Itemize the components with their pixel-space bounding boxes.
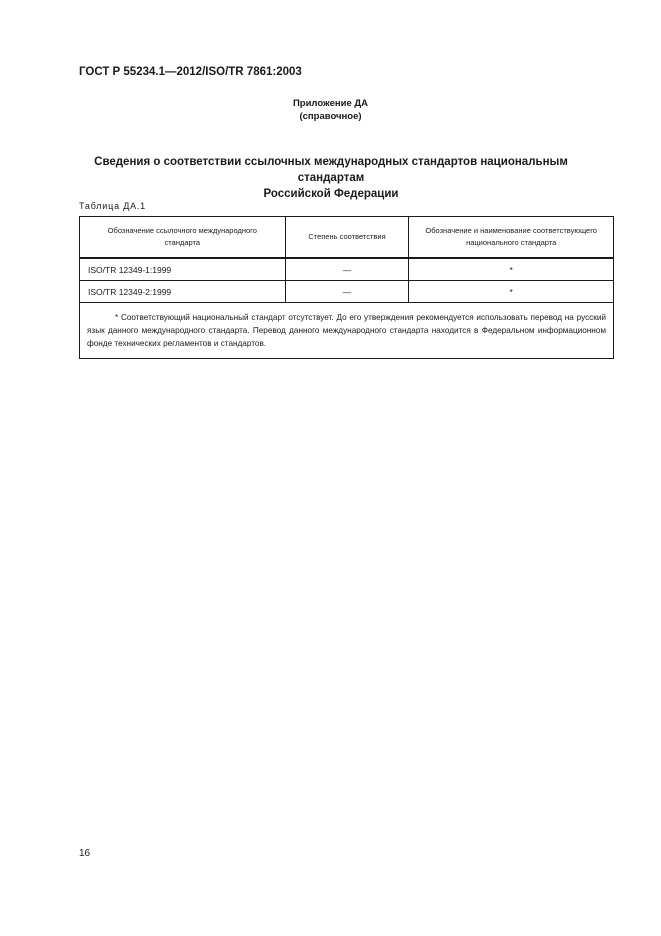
cell-national: * (409, 281, 614, 303)
cell-reference: ISO/TR 12349-1:1999 (80, 258, 286, 281)
column-header-degree: Степень соответствия (285, 217, 409, 259)
table-header-row (80, 217, 614, 259)
cell-degree: — (285, 258, 409, 281)
section-title-line-1: Сведения о соответствии ссылочных международных стандартов национальным стандартам (94, 156, 568, 184)
annex-heading (0, 97, 661, 123)
document-header: ГОСТ Р 55234.1—2012/ISO/TR 7861:2003 (79, 66, 302, 78)
cell-degree: — (285, 281, 409, 303)
column-header-reference: Обозначение ссылочного международного стандарта (80, 217, 286, 259)
section-title (79, 154, 583, 202)
cell-reference: ISO/TR 12349-2:1999 (80, 281, 286, 303)
annex-title: Приложение ДА (292, 98, 369, 109)
table-label: Таблица ДА.1 (79, 201, 146, 211)
correspondence-table (79, 216, 614, 359)
table-footnote: * Соответствующий национальный стандарт отсутствует. До его утверждения рекомендуется использовать перевод на русский язык данного международного стандарта. Перевод данного международного стандарта находится в Федеральном информационном фонде технических регламентов и стандартов. (87, 313, 606, 348)
section-title-line-2: Российской Федерации (263, 188, 399, 200)
column-header-national: Обозначение и наименование соответствующего национального стандарта (409, 217, 614, 259)
table-row (80, 281, 614, 303)
table-footnote-cell (80, 303, 614, 359)
table-footnote-row (80, 303, 614, 359)
table-row (80, 258, 614, 281)
page-number: 16 (79, 848, 91, 859)
annex-subtitle: (справочное) (299, 111, 362, 122)
cell-national: * (409, 258, 614, 281)
